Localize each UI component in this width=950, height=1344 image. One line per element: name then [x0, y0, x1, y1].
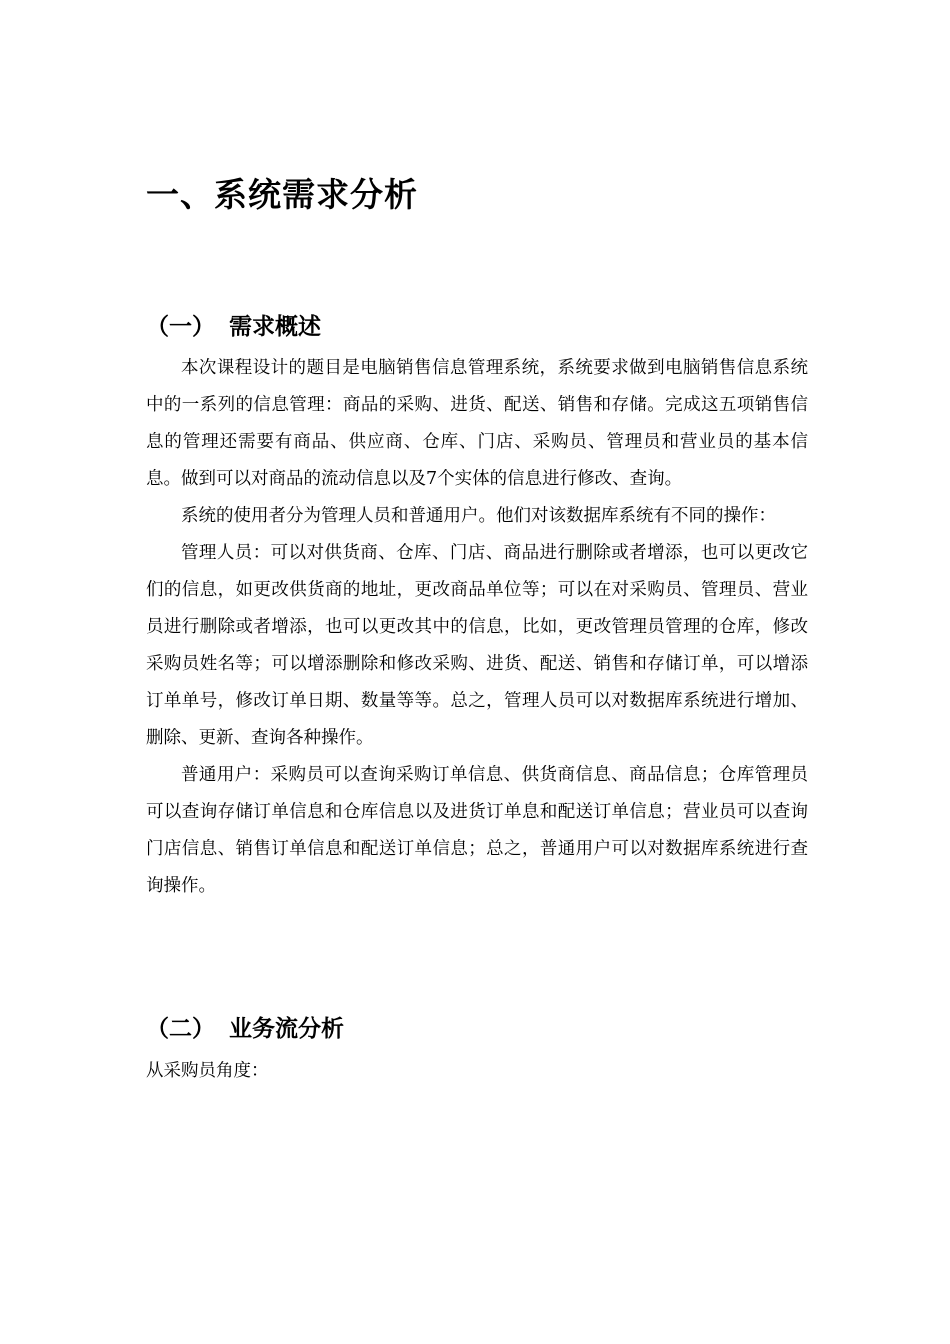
section-title-text: 业务流分析 [229, 1016, 344, 1042]
paragraph-buyer-perspective: 从采购员角度： [146, 1061, 269, 1081]
paragraph-overview: 本次课程设计的题目是电脑销售信息管理系统，系统要求做到电脑销售信息系统中的一系列的信息管理：商品的采购、进货、配送、销售和存储。完成这五项销售信息的管理还需要有商品、供应商、仓库、门店、采购员、管理员和营业员的基本信息。做到可以对商品的流动信息以及7个实体的信息进行修改、查询。 [146, 358, 808, 489]
paragraph-users: 系统的使用者分为管理人员和普通用户。他们对该数据库系统有不同的操作： [181, 506, 776, 526]
section-heading-business-flow [146, 1012, 344, 1046]
paragraph-administrators: 管理人员：可以对供货商、仓库、门店、商品进行删除或者增添，也可以更改它们的信息，如更改供货商的地址，更改商品单位等；可以在对采购员、管理员、营业员进行删除或者增添，也可以更改其中的信息，比如，更改管理员管理的仓库，修改采购员姓名等；可以增添删除和修改采购、进货、配送、销售和存储订单，可以增添订单单号，修改订单日期、数量等等。总之，管理人员可以对数据库系统进行增加、删除、更新、查询各种操作。 [146, 543, 808, 748]
section-number: （一） [146, 314, 215, 340]
section-title-text: 需求概述 [229, 314, 321, 340]
section-number: （二） [146, 1016, 215, 1042]
chapter-title: 一、系统需求分析 [146, 175, 418, 214]
section-heading-requirements-overview [146, 310, 321, 344]
paragraph-regular-users: 普通用户：采购员可以查询采购订单信息、供货商信息、商品信息；仓库管理员可以查询存储订单信息和仓库信息以及进货订单息和配送订单信息；营业员可以查询门店信息、销售订单信息和配送订单信息；总之，普通用户可以对数据库系统进行查询操作。 [146, 765, 808, 896]
section-body [146, 350, 808, 905]
